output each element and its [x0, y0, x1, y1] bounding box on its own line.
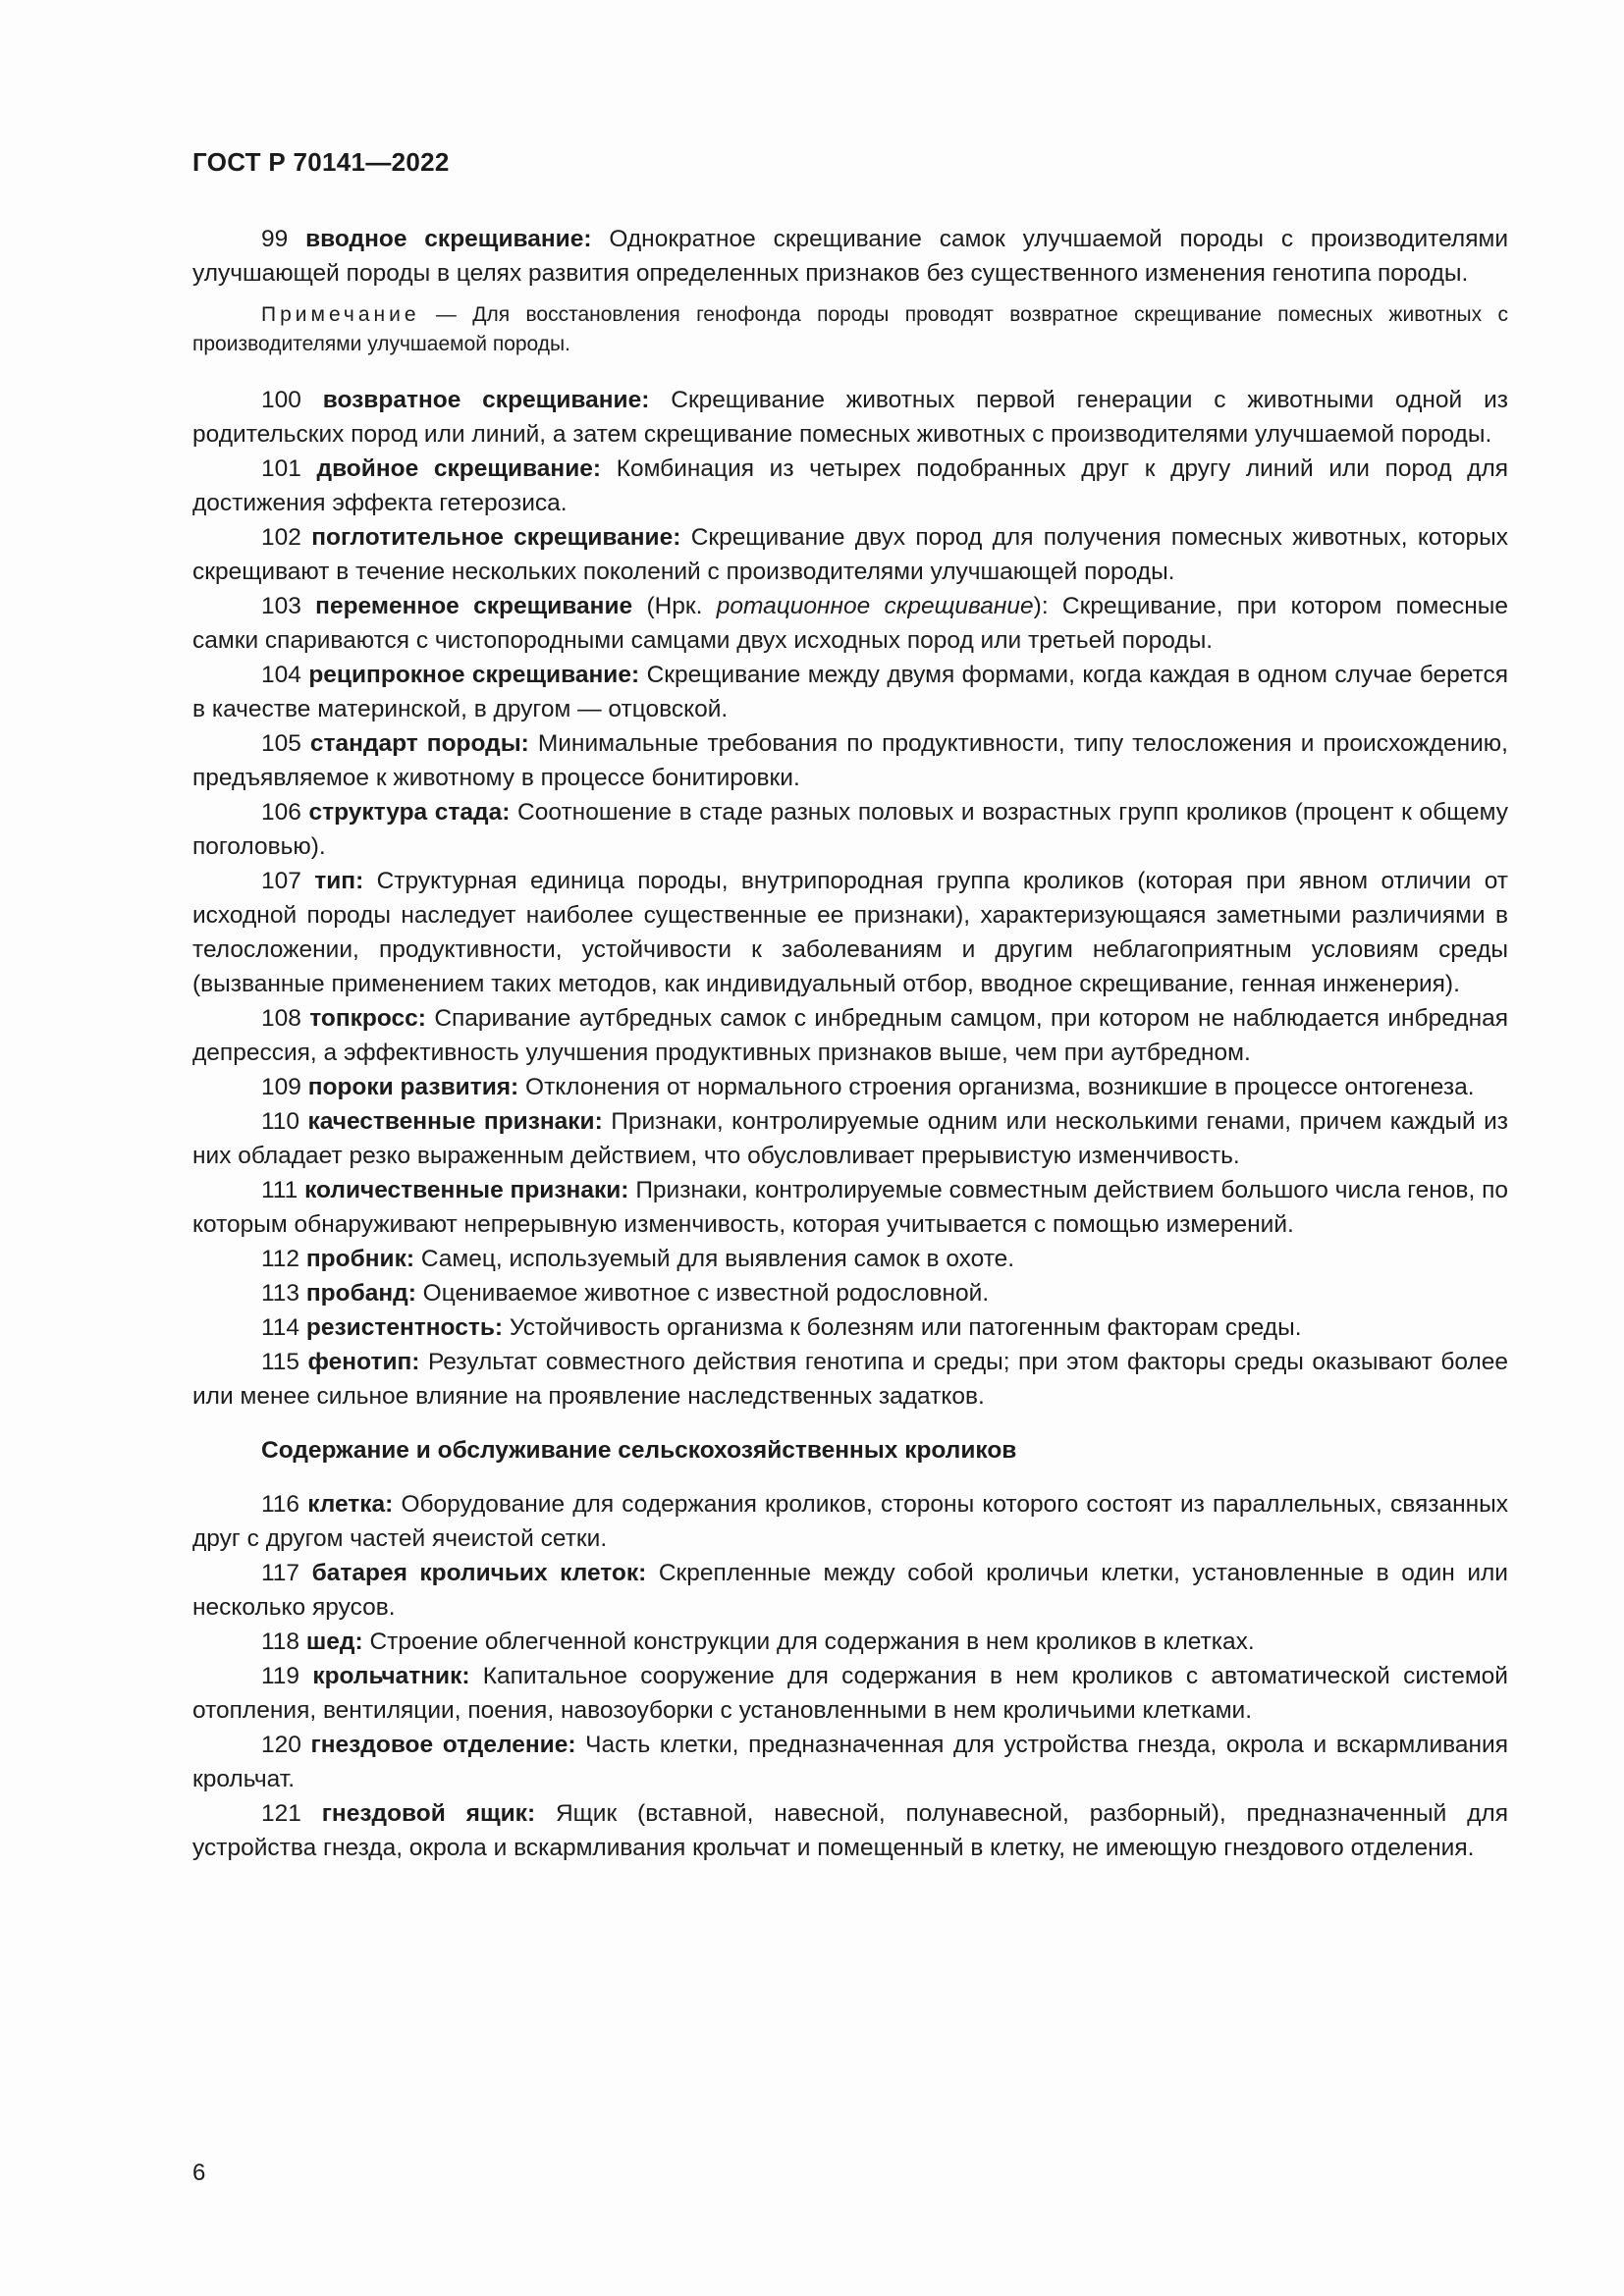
page-number: 6 [192, 2160, 206, 2186]
term-definition: Скрещивание двух пород для получения помесных животных, которых скрещивают в течение нескольких поколений с производителями улучшающей породы. [192, 524, 1508, 585]
term-name: клетка: [307, 1491, 394, 1518]
term-definition: Строение облегченной конструкции для содержания в нем кроликов в клетках. [362, 1629, 1255, 1655]
term-name: тип: [314, 868, 364, 894]
term-name: стандарт породы: [309, 730, 529, 757]
term-110: 110 качественные признаки: Признаки, контролируемые одним или несколькими генами, причем каждый из них обладает резко выраженным действием, что обусловливает прерывистую изменчивость. [192, 1108, 1508, 1169]
term-definition: Устойчивость организма к болезням или патогенным факторам среды. [503, 1314, 1302, 1341]
term-definition: Спаривание аутбредных самок с инбредным самцом, при котором не наблюдается инбредная депрессия, а эффективность улучшения продуктивных признаков выше, чем при аутбредном. [192, 1005, 1509, 1066]
term-definition: Самец, используемый для выявления самок в охоте. [414, 1246, 1015, 1272]
term-definition: Скрещивание животных первой генерации с животными одной из родительских пород или линий, а затем скрещивание помесных животных с производителями улучшаемой породы. [192, 387, 1508, 448]
term-102: 102 поглотительное скрещивание: Скрещивание двух пород для получения помесных животных, которых скрещивают в течение нескольких поколений с производителями улучшающей породы. [192, 524, 1508, 585]
note-label: Примечание [261, 303, 420, 326]
term-definition: Результат совместного действия генотипа и среды; при этом факторы среды оказывают более или менее сильное влияние на проявление наследственных задатков. [192, 1349, 1508, 1410]
section-title: Содержание и обслуживание сельскохозяйственных кроликов [261, 1437, 1017, 1464]
term-104: 104 реципрокное скрещивание: Скрещивание между двумя формами, когда каждая в одном случае берется в качестве материнской, в другом — отцовской. [192, 662, 1508, 722]
term-113: 113 пробанд: Оцениваемое животное с известной родословной. [261, 1280, 990, 1307]
term-definition: Минимальные требования по продуктивности, типу телосложения и происхождению, предъявляемое к животному в процессе бонитировки. [192, 730, 1508, 791]
term-109: 109 пороки развития: Отклонения от нормального строения организма, возникшие в процессе онтогенеза. [261, 1074, 1475, 1100]
document-header: ГОСТ Р 70141—2022 [192, 147, 450, 177]
term-name: пробник: [305, 1246, 415, 1272]
term-definition: Отклонения от нормального строения организма, возникшие в процессе онтогенеза. [518, 1074, 1475, 1100]
term-definition: Скрепленные между собой кроличьи клетки, установленные в один или несколько ярусов. [192, 1560, 1508, 1621]
term-118: 118 шед: Строение облегченной конструкции для содержания в нем кроликов в клетках. [261, 1629, 1255, 1655]
term-name: фенотип: [307, 1349, 420, 1375]
term-definition: Комбинация из четырех подобранных друг к другу линий или пород для достижения эффекта гетерозиса. [192, 455, 1509, 516]
term-116: 116 клетка: Оборудование для содержания кроликов, стороны которого состоят из параллельных, связанных друг с другом частей ячеистой сетки. [192, 1491, 1508, 1552]
term-115: 115 фенотип: Результат совместного действия генотипа и среды; при этом факторы среды оказывают более или менее сильное влияние на проявление наследственных задатков. [192, 1349, 1508, 1410]
term-definition: Капитальное сооружение для содержания в нем кроликов с автоматической системой отопления, вентиляции, поения, навозоуборки с установленными в нем кроличьими клетками. [192, 1663, 1508, 1724]
term-name: гнездовой ящик: [321, 1800, 536, 1827]
term-definition: Скрещивание между двумя формами, когда каждая в одном случае берется в качестве материнской, в другом — отцовской. [192, 662, 1508, 722]
document-body [192, 222, 1508, 1865]
term-name: шед: [305, 1629, 363, 1655]
term-definition: Оцениваемое животное с известной родословной. [415, 1280, 990, 1307]
term-99: 99 вводное скрещивание: Однократное скрещивание самок улучшаемой породы с производителями улучшающей породы в целях развития определенных признаков без существенного изменения генотипа породы. [192, 226, 1509, 287]
note [192, 300, 1508, 359]
term-definition: Признаки, контролируемые одним или несколькими генами, причем каждый из них обладает резко выраженным действием, что обусловливает прерывистую изменчивость. [192, 1108, 1508, 1169]
term-119: 119 крольчатник: Капитальное сооружение для содержания в нем кроликов с автоматической системой отопления, вентиляции, поения, навозоуборки с установленными в нем кроличьими клетками. [192, 1663, 1508, 1724]
term-name: топкросс: [309, 1005, 426, 1032]
note-text: — Для восстановления генофонда породы проводят возвратное скрещивание помесных животных с производителями улучшаемой породы. [192, 303, 1508, 355]
term-105: 105 стандарт породы: Минимальные требования по продуктивности, типу телосложения и происхождению, предъявляемое к животному в процессе бонитировки. [192, 730, 1508, 791]
term-112: 112 пробник: Самец, используемый для выявления самок в охоте. [261, 1246, 1015, 1272]
term-definition: Признаки, контролируемые совместным действием большого числа генов, по которым обнаруживают непрерывную изменчивость, которая учитывается с помощью измерений. [192, 1177, 1509, 1238]
term-name: возвратное скрещивание: [322, 387, 650, 413]
term-name: реципрокное скрещивание: [308, 662, 640, 688]
term-name: пробанд: [305, 1280, 416, 1307]
term-definition: Ящик (вставной, навесной, полунавесной, разборный), предназначенный для устройства гнезда, окрола и вскармливания крольчат и помещенный в клетку, не имеющую гнездового отделения. [192, 1800, 1508, 1861]
term-name: двойное скрещивание: [316, 455, 602, 482]
term-definition: Структурная единица породы, внутрипородная группа кроликов (которая при явном отличии от исходной породы наследует наиболее существенные ее признаки), характеризующаяся заметными различиями в телосложении, продуктивности, устойчивости к заболеваниям и другим неблагоприятным условиям среды (вызванные применением таких методов, как индивидуальный отбор, вводное скрещивание, генная инженерия). [192, 868, 1508, 997]
term-120: 120 гнездовое отделение: Часть клетки, предназначенная для устройства гнезда, окрола и вскармливания крольчат. [192, 1732, 1509, 1792]
term-name: батарея кроличьих клеток: [311, 1560, 647, 1586]
term-107: 107 тип: Структурная единица породы, внутрипородная группа кроликов (которая при явном отличии от исходной породы наследует наиболее существенные ее признаки), характеризующаяся заметными различиями в телосложении, продуктивности, устойчивости к заболеваниям и другим неблагоприятным условиям среды (вызванные применением таких методов, как индивидуальный отбор, вводное скрещивание, генная инженерия). [192, 868, 1508, 997]
term-121: 121 гнездовой ящик: Ящик (вставной, навесной, полунавесной, разборный), предназначенный для устройства гнезда, окрола и вскармливания крольчат и помещенный в клетку, не имеющую гнездового отделения. [192, 1800, 1508, 1861]
term-name: вводное скрещивание: [305, 226, 592, 252]
term-name: структура стада: [308, 799, 511, 826]
term-definition: Однократное скрещивание самок улучшаемой породы с производителями улучшающей породы в целях развития определенных признаков без существенного изменения генотипа породы. [192, 226, 1509, 287]
term-name: количественные признаки: [304, 1177, 629, 1203]
term-108: 108 топкросс: Спаривание аутбредных самок с инбредным самцом, при котором не наблюдается инбредная депрессия, а эффективность улучшения продуктивных признаков выше, чем при аутбредном. [192, 1005, 1509, 1066]
term-definition: Часть клетки, предназначенная для устройства гнезда, окрола и вскармливания крольчат. [192, 1732, 1509, 1792]
term-name: гнездовое отделение: [310, 1732, 576, 1758]
term-definition: ): Скрещивание, при котором помесные самки спариваются с чистопородными самцами двух исходных пород или третьей породы. [192, 593, 1509, 654]
term-101: 101 двойное скрещивание: Комбинация из четырех подобранных друг к другу линий или пород для достижения эффекта гетерозиса. [192, 455, 1509, 516]
term-definition: Соотношение в стаде разных половых и возрастных групп кроликов (процент к общему поголовью). [192, 799, 1508, 860]
term-name: крольчатник: [312, 1663, 470, 1689]
term-114: 114 резистентность: Устойчивость организма к болезням или патогенным факторам среды. [261, 1314, 1302, 1341]
term-117: 117 батарея кроличьих клеток: Скрепленные между собой кроличьи клетки, установленные в один или несколько ярусов. [192, 1560, 1508, 1621]
term-103: 103 переменное скрещивание (Нрк. ротационное скрещивание): Скрещивание, при котором помесные самки спариваются с чистопородными самцами двух исходных пород или третьей породы. [192, 593, 1509, 654]
term-definition: Оборудование для содержания кроликов, стороны которого состоят из параллельных, связанных друг с другом частей ячеистой сетки. [192, 1491, 1508, 1552]
term-name: поглотительное скрещивание: [311, 524, 681, 551]
term-name: резистентность: [305, 1314, 504, 1341]
term-name: качественные признаки: [307, 1108, 603, 1135]
term-alternative: ротационное скрещивание [716, 593, 1034, 619]
term-106: 106 структура стада: Соотношение в стаде разных половых и возрастных групп кроликов (процент к общему поголовью). [192, 799, 1508, 860]
term-name: пороки развития: [307, 1074, 519, 1100]
term-name: переменное скрещивание [315, 593, 633, 619]
term-111: 111 количественные признаки: Признаки, контролируемые совместным действием большого числа генов, по которым обнаруживают непрерывную изменчивость, которая учитывается с помощью измерений. [192, 1177, 1509, 1238]
term-100: 100 возвратное скрещивание: Скрещивание животных первой генерации с животными одной из родительских пород или линий, а затем скрещивание помесных животных с производителями улучшаемой породы. [192, 387, 1508, 448]
